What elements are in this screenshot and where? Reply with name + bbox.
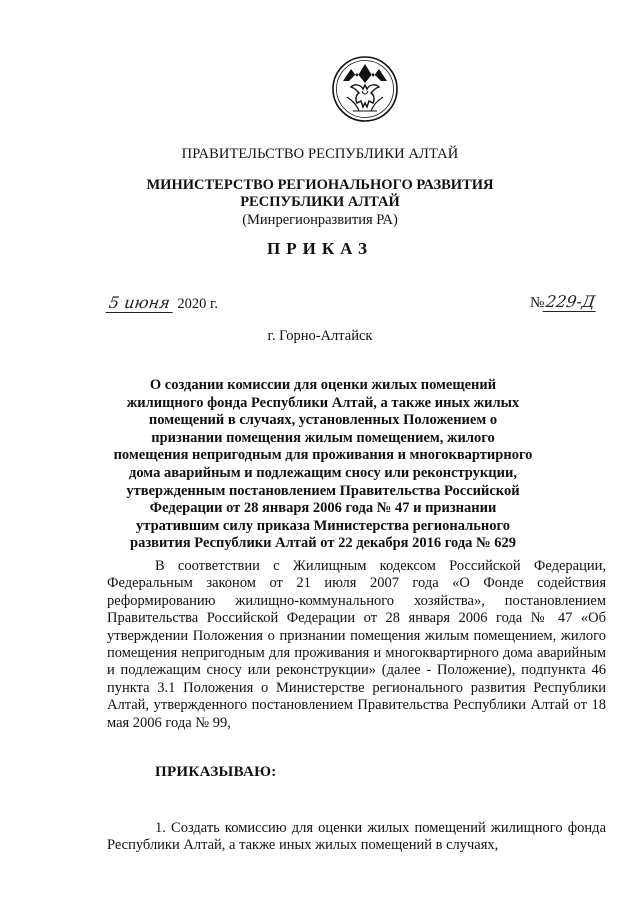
handwritten-date: 5 июня [106,293,176,313]
number-prefix: № [530,295,545,311]
document-date [107,293,218,313]
document-number [530,292,597,312]
ministry-name [0,177,640,211]
ministry-name-line1: МИНИСТЕРСТВО РЕГИОНАЛЬНОГО РАЗВИТИЯ [146,177,494,193]
order-item-1: 1. Создать комиссию для оценки жилых помещений жилищного фонда Республики Алтай, а также иных жилых помещений в случаях, [107,820,606,854]
handwritten-number: 229-Д [543,292,599,312]
date-year: 2020 г. [177,296,218,312]
document-title: О создании комиссии для оценки жилых помещений жилищного фонда Республики Алтай, а также иных жилых помещений в случаях, установленных Положением о признании помещения жилым помещением, жилого помещения непригодным для проживания и многоквартирного дома аварийным и подлежащим сносу или реконструкции, утвержденным постановлением Правительства Российской Федерации от 28 января 2006 года № 47 и признании утратившим силу приказа Министерства регионального развития Республики Алтай от 22 декабря 2016 года № 629 [113,377,533,552]
coat-of-arms-altai-icon [331,55,399,123]
city-name: г. Горно-Алтайск [267,328,373,344]
ministry-name-line2: РЕСПУБЛИКИ АЛТАЙ [240,194,400,210]
preamble-paragraph: В соответствии с Жилищным кодексом Российской Федерации, Федеральным законом от 21 июля 2007 года «О Фонде содействия реформированию жилищно-коммунального хозяйства», постановлением Правительства Российской Федерации от 28 января 2006 года № 47 «Об утверждении Положения о признании помещения жилым помещением, жилого помещения непригодным для проживания и многоквартирного дома аварийным и подлежащим сносу или реконструкции» (далее - Положение), подпункта 46 пункта 3.1 Положения о Министерстве регионального развития Республики Алтай, утвержденного постановлением Правительства Республики Алтай от 18 мая 2006 года № 99, [107,558,606,731]
government-name: ПРАВИТЕЛЬСТВО РЕСПУБЛИКИ АЛТАЙ [181,146,459,162]
document-type-title: ПРИКАЗ [267,239,373,258]
order-word: ПРИКАЗЫВАЮ: [155,764,277,780]
ministry-short-name: (Минрегионразвития РА) [242,212,398,228]
